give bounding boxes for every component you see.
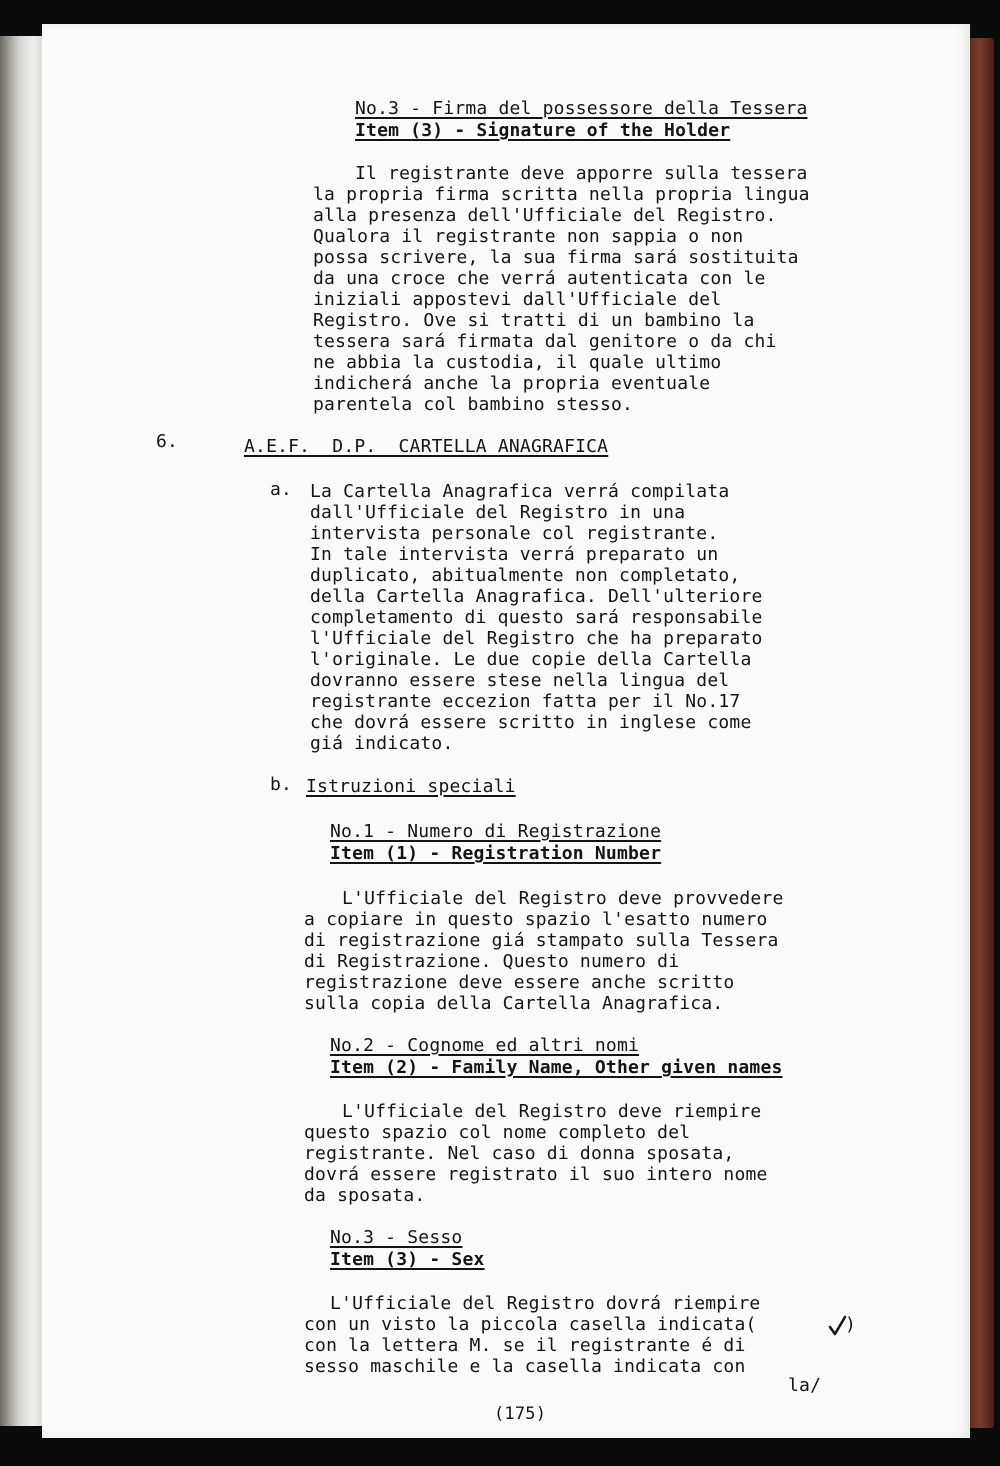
- check-close-paren: ): [845, 1314, 857, 1335]
- section-number: 6.: [156, 431, 179, 452]
- item1-para-line: sulla copia della Cartella Anagrafica.: [304, 993, 724, 1014]
- holder-para-line: da una croce che verrá autenticata con le: [313, 268, 766, 289]
- holder-para-line: tessera sará firmata dal genitore o da chi: [313, 331, 777, 352]
- item2-para-line: registrante. Nel caso di donna sposata,: [304, 1143, 735, 1164]
- section-title: A.E.F. D.P. CARTELLA ANAGRAFICA: [244, 436, 609, 457]
- item2-heading-en: Item (2) - Family Name, Other given names: [330, 1057, 783, 1078]
- continuation-mark: la/: [788, 1375, 822, 1396]
- item1-para-line: di registrazione giá stampato sulla Tessera: [304, 930, 779, 951]
- item1-heading-en: Item (1) - Registration Number: [330, 843, 662, 864]
- item3-holder-heading-it: No.3 - Firma del possessore della Tessera: [355, 98, 808, 119]
- subsection-a-label: a.: [270, 479, 293, 500]
- sub-a-para-line: intervista personale col registrante.: [310, 523, 719, 544]
- item1-para-line: registrazione deve essere anche scritto: [304, 972, 735, 993]
- sub-a-para-line: l'originale. Le due copie della Cartella: [310, 649, 752, 670]
- holder-para-line: Il registrante deve apporre sulla tessera: [355, 163, 808, 184]
- sub-a-para-line: In tale intervista verrá preparato un: [310, 544, 719, 565]
- item2-para-line: questo spazio col nome completo del: [304, 1122, 691, 1143]
- holder-para-line: Registro. Ove si tratti di un bambino la: [313, 310, 755, 331]
- subsection-b-title: Istruzioni speciali: [306, 776, 516, 797]
- item2-para-line: L'Ufficiale del Registro deve riempire: [342, 1101, 762, 1122]
- holder-para-line: la propria firma scritta nella propria lingua: [313, 184, 810, 205]
- sub-a-para-line: che dovrá essere scritto in inglese come: [310, 712, 752, 733]
- item3-sex-para-line: L'Ufficiale del Registro dovrá riempire: [330, 1293, 761, 1314]
- sub-a-para-line: giá indicato.: [310, 733, 454, 754]
- item3-sex-heading-it: No.3 - Sesso: [330, 1227, 463, 1248]
- subsection-b-label: b.: [270, 774, 293, 795]
- item2-heading-it: No.2 - Cognome ed altri nomi: [330, 1035, 640, 1056]
- item2-para-line: dovrá essere registrato il suo intero nome: [304, 1164, 768, 1185]
- holder-para-line: Qualora il registrante non sappia o non: [313, 226, 744, 247]
- sub-a-para-line: completamento di questo sará responsabile: [310, 607, 763, 628]
- holder-para-line: ne abbia la custodia, il quale ultimo: [313, 352, 722, 373]
- sub-a-para-line: registrante eccezion fatta per il No.17: [310, 691, 741, 712]
- checkmark-icon: [827, 1314, 847, 1338]
- sub-a-para-line: duplicato, abitualmente non completato,: [310, 565, 741, 586]
- sub-a-para-line: dall'Ufficiale del Registro in una: [310, 502, 686, 523]
- book-binding: [0, 36, 48, 1426]
- holder-para-line: indicherá anche la propria eventuale: [313, 373, 711, 394]
- item1-heading-it: No.1 - Numero di Registrazione: [330, 821, 662, 842]
- item3-sex-para-line: sesso maschile e la casella indicata con: [304, 1356, 746, 1377]
- item2-para-line: da sposata.: [304, 1185, 426, 1206]
- holder-para-line: parentela col bambino stesso.: [313, 394, 634, 415]
- document-page: [42, 24, 970, 1438]
- holder-para-line: alla presenza dell'Ufficiale del Registro.: [313, 205, 777, 226]
- sub-a-para-line: della Cartella Anagrafica. Dell'ulteriore: [310, 586, 763, 607]
- item1-para-line: L'Ufficiale del Registro deve provvedere: [342, 888, 784, 909]
- sub-a-para-line: La Cartella Anagrafica verrá compilata: [310, 481, 730, 502]
- item3-sex-para-line: con un visto la piccola casella indicata(: [304, 1314, 757, 1335]
- item3-sex-heading-en: Item (3) - Sex: [330, 1249, 485, 1270]
- item3-sex-para-line: con la lettera M. se il registrante é di: [304, 1335, 746, 1356]
- holder-para-line: possa scrivere, la sua firma sará sostituita: [313, 247, 799, 268]
- item1-para-line: a copiare in questo spazio l'esatto numero: [304, 909, 768, 930]
- page-number: (175): [494, 1404, 547, 1424]
- holder-para-line: iniziali appostevi dall'Ufficiale del: [313, 289, 722, 310]
- item1-para-line: di Registrazione. Questo numero di: [304, 951, 680, 972]
- sub-a-para-line: dovranno essere stese nella lingua del: [310, 670, 730, 691]
- item3-holder-heading-en: Item (3) - Signature of the Holder: [355, 120, 731, 141]
- sub-a-para-line: l'Ufficiale del Registro che ha preparato: [310, 628, 763, 649]
